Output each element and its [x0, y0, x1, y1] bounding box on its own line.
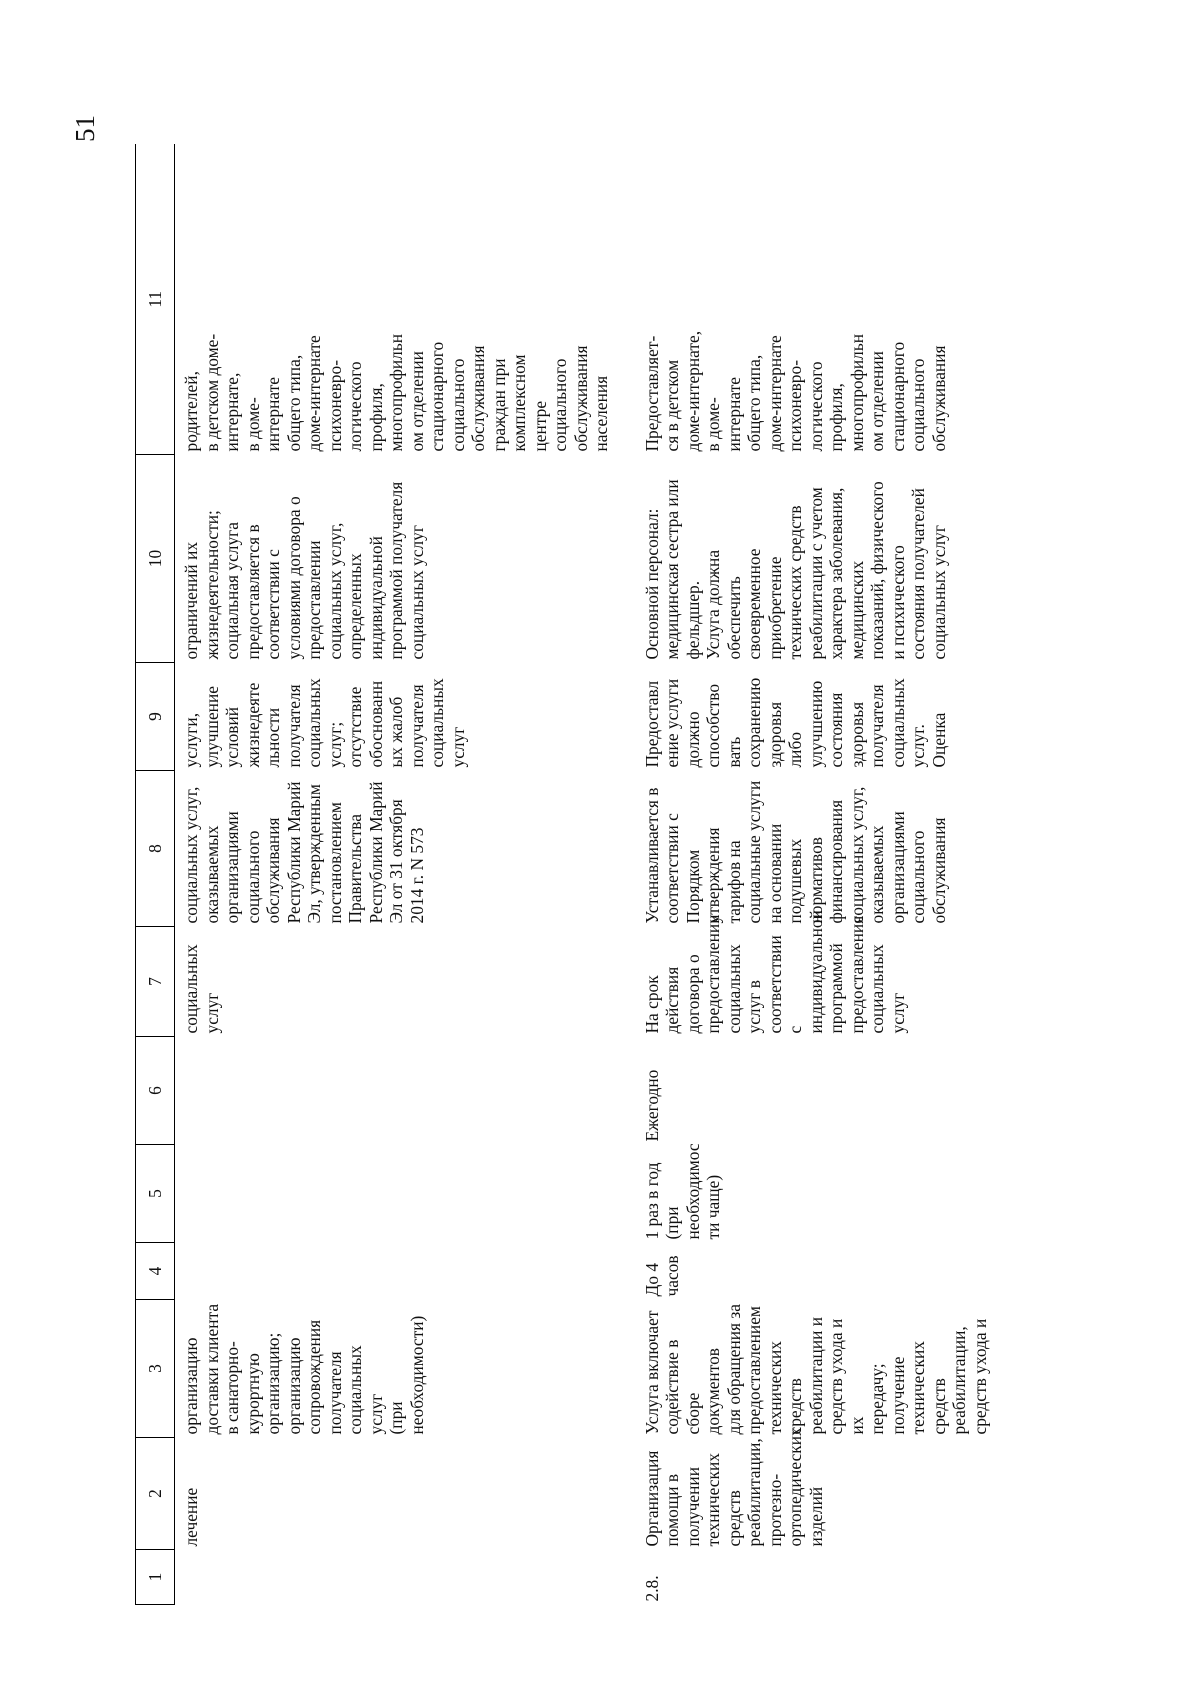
header-col-1: 1 [136, 1550, 175, 1605]
cell-text: 1 раз в год (при необходимос ти чаще) [641, 1143, 723, 1240]
cell-number [175, 1550, 624, 1605]
page-number: 51 [70, 115, 100, 142]
header-col-2: 2 [136, 1438, 175, 1550]
cell-text: 2.8. [641, 1575, 662, 1602]
cell-conditions [175, 455, 624, 663]
cell-duration [624, 1243, 991, 1300]
cell-service-description [624, 1300, 991, 1438]
cell-text: Услуга включает содействие в сборе документов для обращения за предоставлением технических средств реабилитации и средств ухода и их передачу; получение технических средств реабилитации, средств ухода и [641, 1304, 990, 1435]
header-col-11: 11 [136, 145, 175, 455]
cell-tariff [624, 771, 991, 927]
cell-conditions [624, 455, 991, 663]
cell-text: лечение [181, 1487, 201, 1547]
cell-service-name [175, 1438, 624, 1550]
header-col-9: 9 [136, 663, 175, 771]
cell-text: организацию доставки клиента в санаторно- курортную организацию; организацию сопровождения получателя социальных услуг (при необходимости) [181, 1303, 427, 1435]
cell-text: На срок действия договора о предоставлении социальных услуг в соответствии с индивидуальной программой предоставления социальных услуг [641, 910, 908, 1034]
header-col-5: 5 [136, 1145, 175, 1243]
table-row [175, 145, 624, 1605]
cell-frequency [175, 1145, 624, 1243]
cell-text: Предоставляет- ся в детском доме-интернате, в доме- интернате общего типа, доме-интернате психоневро- логического профиля, многопрофильн ом отделении стационарного социального обслуживания [641, 330, 949, 452]
services-table [135, 145, 990, 1606]
header-col-6: 6 [136, 1037, 175, 1145]
cell-number [624, 1550, 991, 1605]
cell-service-name [624, 1427, 991, 1550]
table-row [624, 145, 991, 1605]
cell-tariff [175, 771, 624, 927]
cell-text: социальных услуг, оказываемых организациями социального обслуживания Республики Марий Эл, утвержденным постановлением Правительства Республики Марий Эл от 31 октября 2014 г. N 573 [181, 781, 427, 924]
cell-periodicity [175, 1037, 624, 1145]
cell-term [175, 927, 624, 1037]
cell-text: Предоставл ение услуги должно способство вать сохранению здоровья либо улучшению состояния здоровья получателя социальных услуг. Оценка [641, 677, 949, 768]
cell-text: До 4 часов [641, 1255, 682, 1297]
cell-text: родителей, в детском доме- интернате, в доме- интернате общего типа, доме-интернате психоневро- логического профиля, многопрофильн ом отделении стационарного социального обслуживания граждан при комплексном центре социального обслуживания населения [181, 333, 611, 452]
cell-provider [624, 145, 991, 455]
cell-text: ограничений их жизнедеятельности; социальная услуга предоставляется в соответствии с условиями договора о предоставлении социальных услуг, определенных индивидуальной программой получателя социальных услуг [181, 481, 427, 660]
cell-text: Ежегодно [641, 1069, 662, 1142]
cell-frequency [624, 1145, 991, 1243]
cell-periodicity [624, 1037, 991, 1145]
cell-provider [175, 145, 624, 455]
header-col-4: 4 [136, 1243, 175, 1300]
cell-text: Устанавливается в соответствии с Порядком утверждения тарифов на социальные услуги на основании подушевых нормативов финансирования социальных услуг, оказываемых организациями социального обслуживания [641, 780, 949, 924]
cell-text: социальных услуг [181, 944, 222, 1034]
header-col-3: 3 [136, 1300, 175, 1438]
header-col-7: 7 [136, 927, 175, 1037]
cell-service-description [175, 1300, 624, 1438]
cell-quality-indicators [175, 663, 624, 771]
cell-text: услуги, улучшение условий жизнедеяте льности получателя социальных услуг; отсутствие обоснованн ых жалоб получателя социальных услуг [181, 678, 468, 768]
header-col-10: 10 [136, 455, 175, 663]
header-col-8: 8 [136, 771, 175, 927]
cell-text: Основной персонал: медицинская сестра или фельдшер. Услуга должна обеспечить своевременное приобретение технических средств реабилитации с учетом характера заболевания, медицинских показаний, физического и психического состояния получателей социальных услуг [641, 479, 949, 660]
cell-duration [175, 1243, 624, 1300]
table-header-row [136, 145, 175, 1605]
cell-quality-indicators [624, 663, 991, 771]
cell-text: Организация помощи в получении технических средств реабилитации, протезно- ортопедических изделий [641, 1427, 826, 1547]
cell-term [624, 910, 991, 1037]
